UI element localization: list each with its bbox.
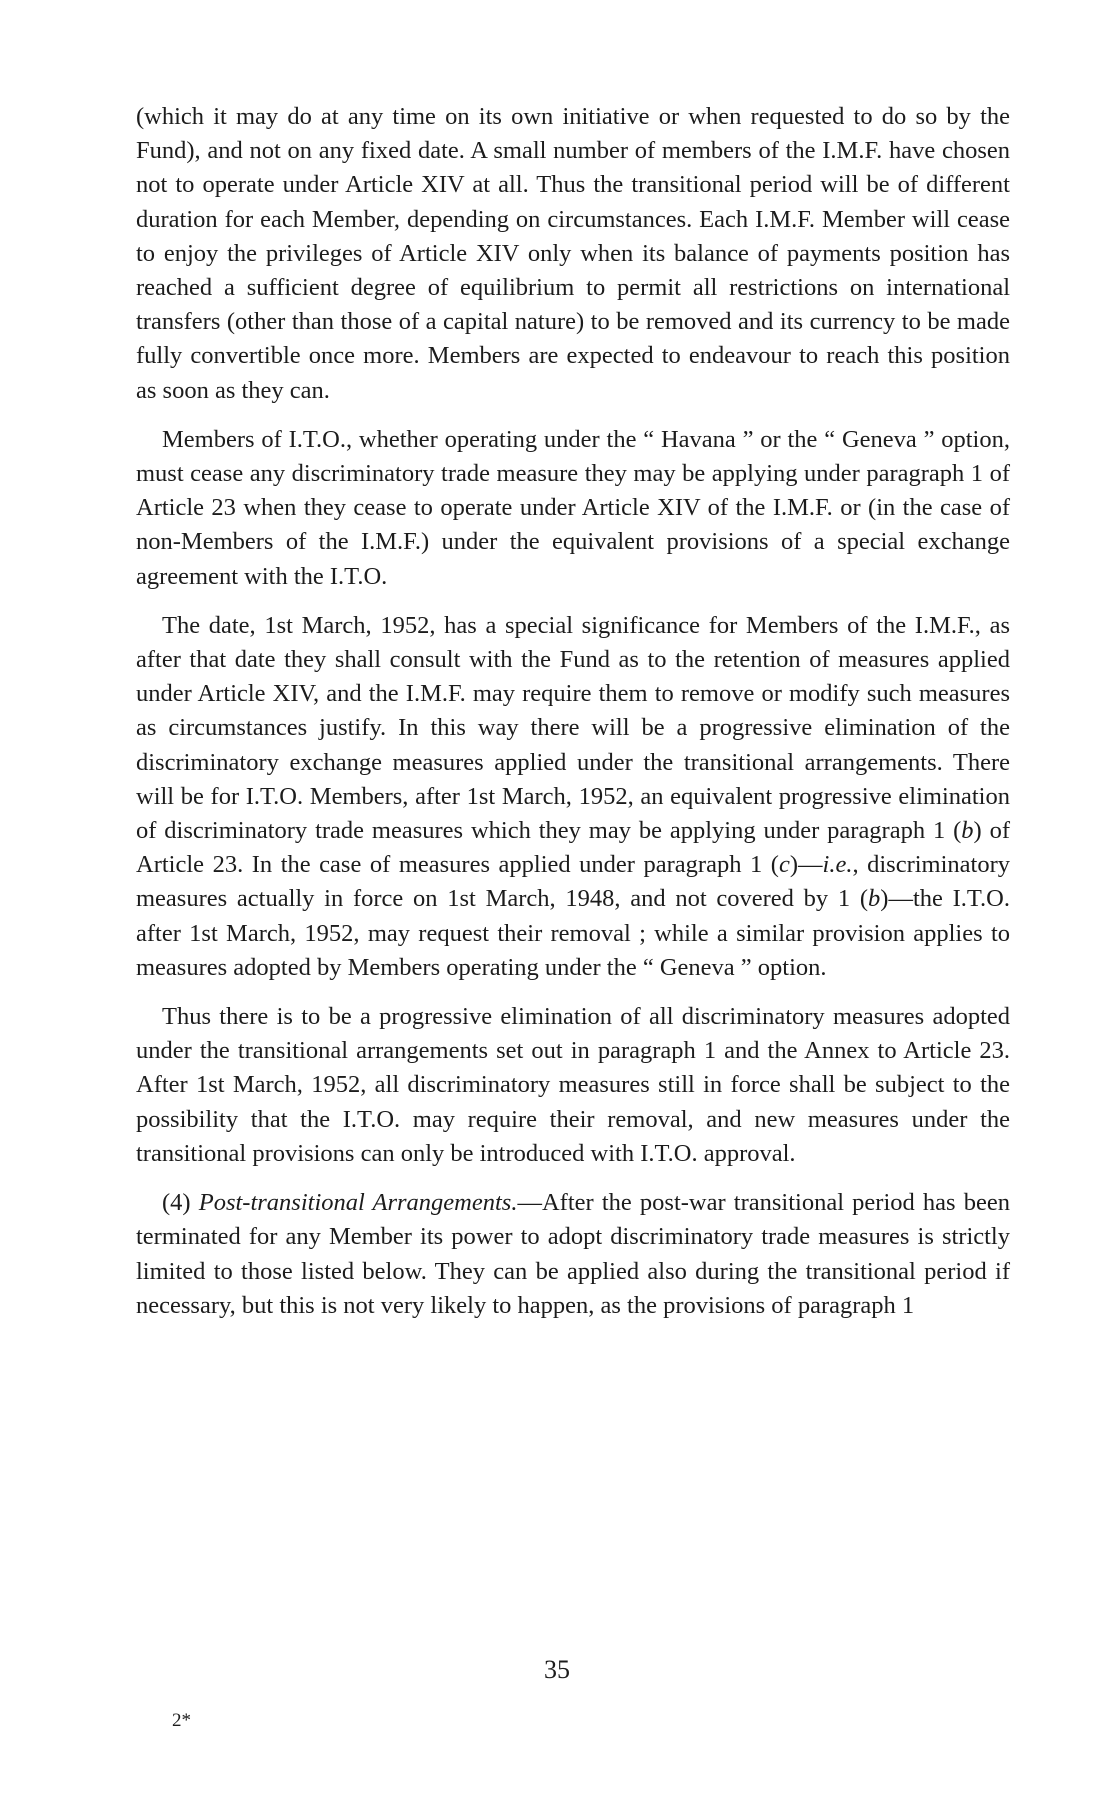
italic-run: b	[961, 817, 974, 845]
paragraph-ito-members: Members of I.T.O., whether operating under the “ Havana ” or the “ Geneva ” option, must cease any discriminatory trade measure they may be applying under paragraph 1 of Article 23 when they cease to operate under Article XIV of the I.M.F. or (in the case of non-Members of the I.M.F.) under the equivalent provisions of a special exchange agreement with the I.T.O.	[136, 425, 1010, 590]
text-run: , discriminatory measures actually in force on 1st March, 1948, and not covered by 1 (	[136, 851, 1011, 913]
document-page	[136, 100, 1010, 1338]
text-run: ) of Article 23. In the case of measures applied under paragraph 1 (	[136, 817, 1010, 879]
paragraph-progressive-elimination: Thus there is to be a progressive elimination of all discriminatory measures adopted under the transitional arrangements set out in paragraph 1 and the Annex to Article 23. After 1st March, 1952, all discriminatory measures still in force shall be subject to the possibility that the I.T.O. may require their removal, and new measures under the transitional provisions can only be introduced with I.T.O. approval.	[136, 1003, 1010, 1167]
text-run: )—	[789, 851, 823, 879]
signature-mark: 2*	[172, 1710, 191, 1731]
text-run: The date, 1st March, 1952, has a special significance for Members of the I.M.F., as after that date they shall consult with the Fund as to the retention of measures applied under Article XIV, and the I.M.F. may require them to remove or modify such measures as circumstances justify. In this way there will be a progressive elimination of the discriminatory exchange measures applied under the transitional arrangements. There will be for I.T.O. Members, after 1st March, 1952, an equivalent progressive elimination of discriminatory trade measures which they may be applying under paragraph 1 (	[136, 611, 1010, 845]
text-run: )—the I.T.O. after 1st March, 1952, may request their removal ; while a similar provision applies to measures adopted by Members operating under the “ Geneva ” option.	[136, 885, 1010, 981]
italic-run: c	[778, 851, 790, 879]
section-heading: Post-transitional Arrangements.	[198, 1189, 518, 1217]
section-number: (4)	[162, 1189, 199, 1217]
page-number: 35	[544, 1655, 570, 1684]
italic-run: i.e.	[822, 851, 853, 879]
paragraph-transitional-period: (which it may do at any time on its own initiative or when requested to do so by the Fund), and not on any fixed date. A small number of members of the I.M.F. have chosen not to operate under Article XIV at all. Thus the transitional period will be of different duration for each Member, depending on circumstances. Each I.M.F. Member will cease to enjoy the privileges of Article XIV only when its balance of payments position has reached a sufficient degree of equilibrium to permit all restrictions on international transfers (other than those of a capital nature) to be removed and its currency to be made fully convertible once more. Members are expected to endeavour to reach this position as soon as they can.	[136, 103, 1010, 404]
paragraph-post-transitional	[136, 1186, 1010, 1323]
italic-run: b	[868, 885, 881, 913]
text-run: —After the post-war transitional period has been terminated for any Member its power to adopt discriminatory trade measures is strictly limited to those listed below. They can be applied also during the transitional period if necessary, but this is not very likely to happen, as the provisions of paragraph 1	[136, 1189, 1010, 1319]
paragraph-march-1952	[136, 609, 1010, 985]
